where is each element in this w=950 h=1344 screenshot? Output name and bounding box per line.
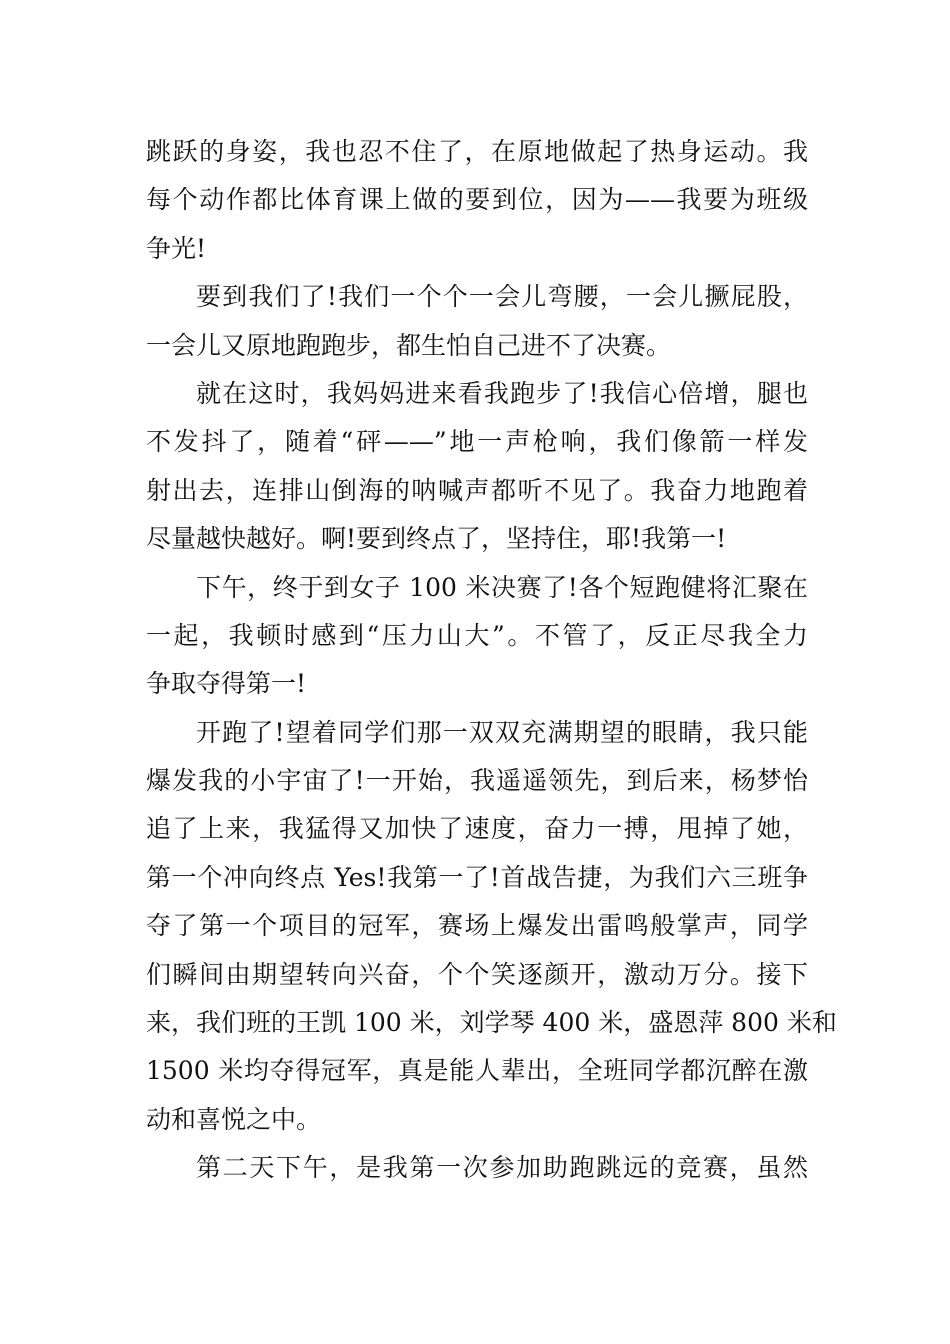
text-line: 每个动作都比体育课上做的要到位，因为——我要为班级 [146,185,808,215]
text-line: 们瞬间由期望转向兴奋，个个笑逐颜开，激动万分。接下 [146,959,808,989]
text-line: 开跑了!望着同学们那一双双充满期望的眼睛，我只能 [196,717,808,747]
text-line: 就在这时，我妈妈进来看我跑步了!我信心倍增，腿也 [196,378,808,408]
text-line: 一会儿又原地跑跑步，都生怕自己进不了决赛。 [146,330,672,360]
text-line: 要到我们了!我们一个个一会儿弯腰，一会儿撅屁股， [196,282,808,312]
body-text [146,128,837,1193]
text-line: 下午，终于到女子 100 米决赛了!各个短跑健将汇聚在 [196,572,808,602]
text-line: 尽量越快越好。啊!要到终点了，坚持住，耶!我第一! [146,524,727,554]
text-line: 争取夺得第一! [146,669,307,699]
text-line: 不发抖了，随着“砰——”地一声枪响，我们像箭一样发 [146,427,808,457]
text-line: 动和喜悦之中。 [146,1104,322,1134]
text-line: 1500 米均夺得冠军，真是能人辈出，全班同学都沉醉在激 [146,1056,808,1086]
text-line: 一起，我顿时感到“压力山大”。不管了，反正尽我全力 [146,620,808,650]
text-line: 追了上来，我猛得又加快了速度，奋力一搏，甩掉了她， [146,814,808,844]
text-line: 第二天下午，是我第一次参加助跑跳远的竞赛，虽然 [196,1153,808,1183]
text-line: 夺了第一个项目的冠军，赛场上爆发出雷鸣般掌声，同学 [146,911,808,941]
text-line: 争光! [146,233,207,263]
text-line: 爆发我的小宇宙了!一开始，我遥遥领先，到后来，杨梦怡 [146,766,808,796]
text-line: 第一个冲向终点 Yes!我第一了!首战告捷，为我们六三班争 [146,862,808,892]
text-line: 来，我们班的王凯 100 米，刘学琴 400 米，盛恩萍 800 米和 [146,1008,837,1038]
text-line: 射出去，连排山倒海的呐喊声都听不见了。我奋力地跑着 [146,475,808,505]
text-line: 跳跃的身姿，我也忍不住了，在原地做起了热身运动。我 [146,137,808,166]
